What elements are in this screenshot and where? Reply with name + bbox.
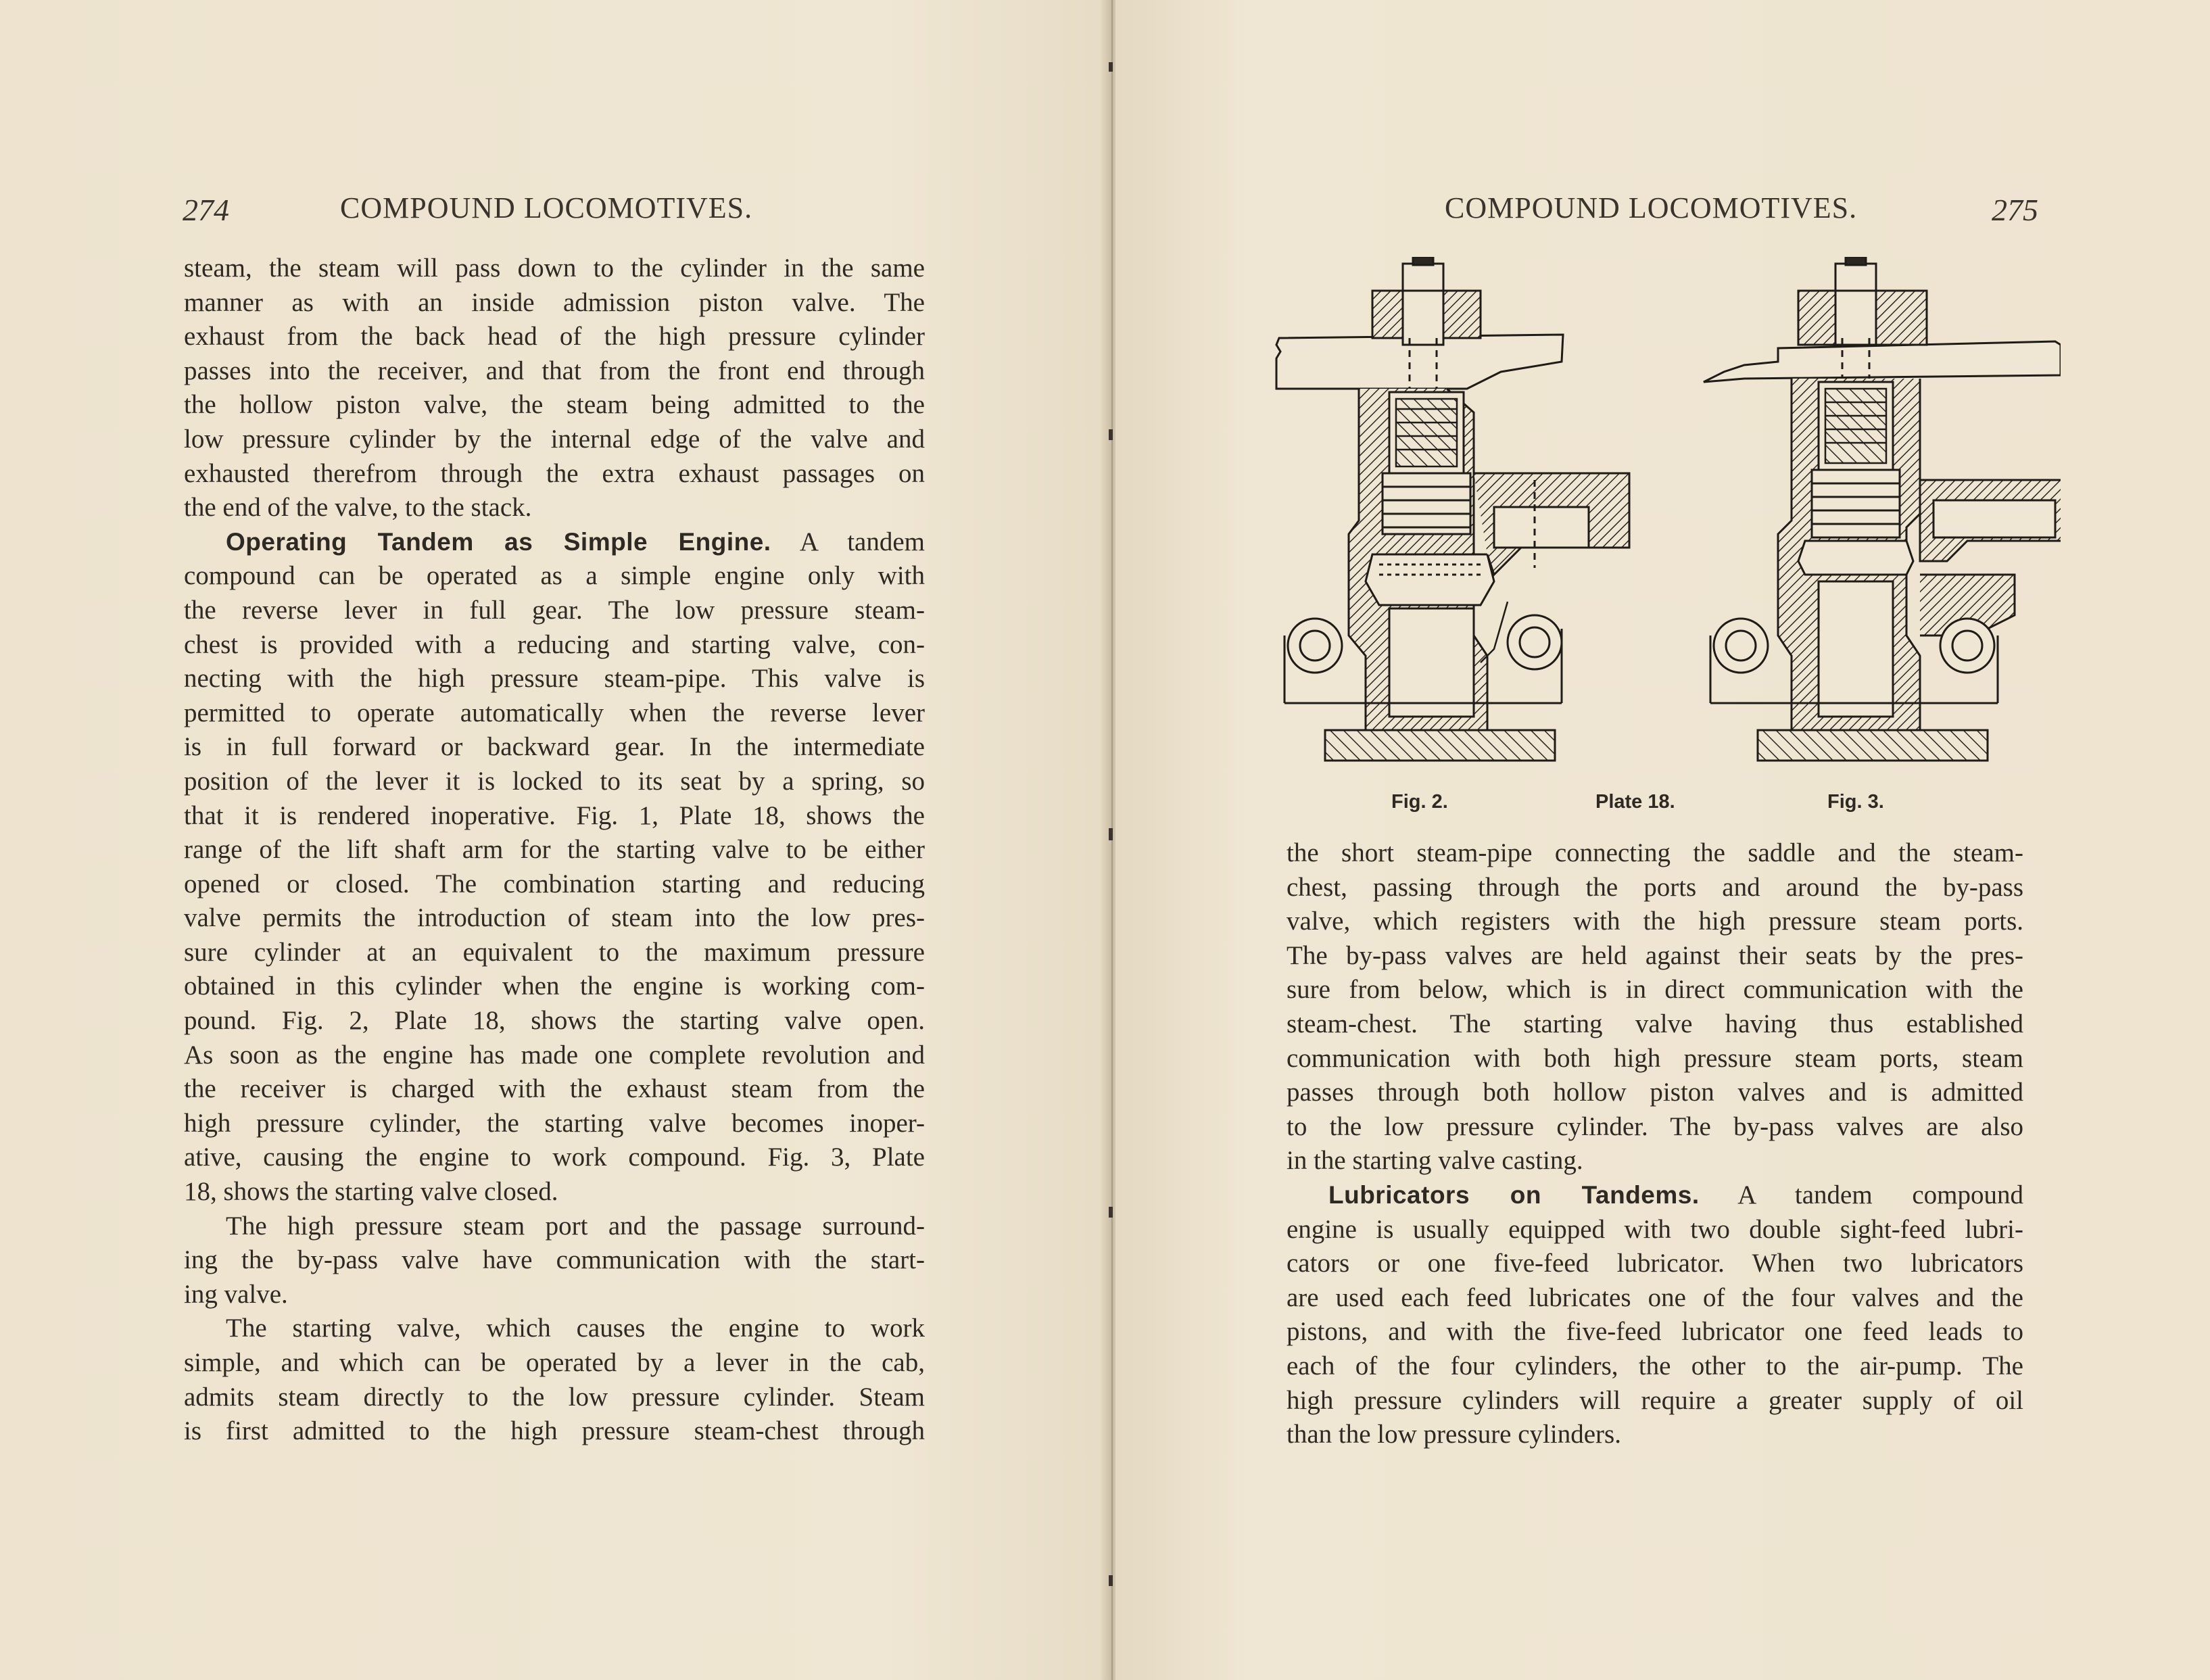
text-line <box>1287 1076 2023 1110</box>
text-run: A tandem compound <box>1699 1180 2023 1209</box>
text-run: The high pressure steam port and the passage surround- <box>226 1211 925 1241</box>
text-line <box>184 901 925 936</box>
text-line <box>184 1107 925 1141</box>
text-line <box>184 765 925 799</box>
text-line <box>1287 1349 2023 1384</box>
text-run: steam-chest. The starting valve having thus established <box>1287 1009 2023 1038</box>
text-line <box>1287 1315 2023 1349</box>
text-run: A tandem <box>771 527 926 556</box>
text-line <box>184 833 925 867</box>
text-line <box>184 1414 925 1449</box>
text-line <box>184 594 925 628</box>
text-run: passes through both hollow piston valves and is admitted <box>1287 1078 2023 1107</box>
text-line <box>184 867 925 902</box>
fig-2-caption: Fig. 2. <box>1391 791 1448 813</box>
fig-3-drawing <box>1704 257 2061 761</box>
text-run: simple, and which can be operated by a lever in the cab, <box>184 1348 925 1377</box>
body-text <box>184 251 925 1449</box>
text-line <box>184 1072 925 1107</box>
text-line <box>1287 905 2023 939</box>
plate-caption: Plate 18. <box>1595 791 1675 813</box>
text-run: than the low pressure cylinders. <box>1287 1420 1621 1449</box>
text-run: high pressure cylinders will require a greater supply of oil <box>1287 1385 2023 1415</box>
text-run: engine is usually equipped with two double sight-feed lubri- <box>1287 1214 2023 1244</box>
text-run: sure from below, which is in direct communication with the <box>1287 975 2023 1005</box>
text-line <box>184 628 925 663</box>
text-run: admits steam directly to the low pressure cylinder. Steam <box>184 1382 925 1412</box>
text-line <box>184 525 925 560</box>
text-line <box>184 286 925 320</box>
text-run: steam, the steam will pass down to the cylinder in the same <box>184 254 925 283</box>
text-run: cators or one five-feed lubricator. When two lubricators <box>1287 1249 2023 1278</box>
text-run: manner as with an inside admission piston valve. The <box>184 287 925 317</box>
text-run: permitted to operate automatically when the reverse lever <box>184 698 925 727</box>
text-run: that it is rendered inoperative. Fig. 1, Plate 18, shows the <box>184 800 925 830</box>
text-run: the receiver is charged with the exhaust steam from the <box>184 1074 925 1104</box>
page-number: 275 <box>1992 193 2038 227</box>
text-line <box>184 1243 925 1278</box>
text-line <box>184 799 925 834</box>
text-line <box>1287 836 2023 871</box>
text-line <box>184 1278 925 1312</box>
text-line <box>184 559 925 594</box>
text-run: As soon as the engine has made one complete revolution and <box>184 1040 925 1070</box>
text-line <box>184 388 925 423</box>
text-run: pistons, and with the five-feed lubricator one feed leads to <box>1287 1317 2023 1347</box>
text-run: chest is provided with a reducing and starting valve, con- <box>184 629 925 659</box>
text-line <box>184 696 925 731</box>
binding-stitch <box>1109 1207 1113 1218</box>
text-run: pound. Fig. 2, Plate 18, shows the starting valve open. <box>184 1006 925 1036</box>
text-run: low pressure cylinder by the internal edge of the valve and <box>184 424 925 454</box>
text-line <box>184 1004 925 1038</box>
text-line <box>184 969 925 1004</box>
text-run: exhausted therefrom through the extra exhaust passages on <box>184 458 925 488</box>
text-run: The by-pass valves are held against their seats by the pres- <box>1287 940 2023 970</box>
text-run: to the low pressure cylinder. The by-pass valves are also <box>1287 1111 2023 1141</box>
text-run: The starting valve, which causes the engine to work <box>226 1314 925 1343</box>
text-run: communication with both high pressure steam ports, steam <box>1287 1043 2023 1073</box>
text-line <box>184 1209 925 1244</box>
text-run: ing the by-pass valve have communication with the start- <box>184 1245 925 1275</box>
text-run: the short steam-pipe connecting the saddle and the steam- <box>1287 838 2023 867</box>
text-line <box>184 1141 925 1175</box>
text-line <box>184 457 925 491</box>
text-run: compound can be operated as a simple engine only with <box>184 561 925 591</box>
text-line <box>1287 1281 2023 1316</box>
text-run: opened or closed. The combination starting and reducing <box>184 869 925 898</box>
text-line <box>1287 1178 2023 1213</box>
text-run: valve permits the introduction of steam into the low pres- <box>184 903 925 933</box>
section-heading: Lubricators on Tandems. <box>1328 1180 1700 1209</box>
binding-stitch <box>1109 1575 1113 1586</box>
text-run: is first admitted to the high pressure steam-chest through <box>184 1416 925 1446</box>
text-line <box>184 1381 925 1415</box>
text-line <box>184 1175 925 1209</box>
text-run: 18, shows the starting valve closed. <box>184 1177 558 1207</box>
text-run: obtained in this cylinder when the engine is working com- <box>184 971 925 1001</box>
text-line <box>184 1038 925 1073</box>
section-heading: Operating Tandem as Simple Engine. <box>226 527 771 556</box>
text-run: ative, causing the engine to work compound. Fig. 3, Plate <box>184 1143 925 1172</box>
binding-stitch <box>1109 828 1113 840</box>
text-run: necting with the high pressure steam-pipe. This valve is <box>184 664 925 694</box>
text-line <box>1287 1213 2023 1247</box>
text-line <box>184 1312 925 1346</box>
text-line <box>184 354 925 389</box>
binding-stitch <box>1109 429 1113 440</box>
text-line <box>184 936 925 970</box>
text-line <box>184 1346 925 1381</box>
text-run: range of the lift shaft arm for the starting valve to be either <box>184 835 925 865</box>
text-line <box>1287 1042 2023 1076</box>
text-run: high pressure cylinder, the starting valve becomes inoper- <box>184 1108 925 1138</box>
text-line <box>1287 939 2023 974</box>
text-run: position of the lever it is locked to its seat by a spring, so <box>184 766 925 796</box>
text-run: the hollow piston valve, the steam being admitted to the <box>184 390 925 420</box>
text-run: chest, passing through the ports and around the by-pass <box>1287 872 2023 902</box>
text-line <box>184 491 925 525</box>
text-run: sure cylinder at an equivalent to the maximum pressure <box>184 937 925 967</box>
body-text <box>1287 836 2023 1452</box>
plate-18-illustration <box>1271 257 2061 818</box>
text-line <box>1287 871 2023 905</box>
text-run: valve, which registers with the high pressure steam ports. <box>1287 907 2023 936</box>
text-line <box>184 423 925 457</box>
text-line <box>1287 1144 2023 1178</box>
running-head: COMPOUND LOCOMOTIVES. <box>340 191 753 224</box>
text-line <box>1287 1110 2023 1145</box>
text-run: the end of the valve, to the stack. <box>184 493 532 523</box>
text-line <box>1287 1247 2023 1281</box>
text-run: in the starting valve casting. <box>1287 1146 1583 1176</box>
text-line <box>184 320 925 354</box>
binding-stitch <box>1109 62 1113 72</box>
text-line <box>1287 1384 2023 1418</box>
text-line <box>1287 1418 2023 1452</box>
text-run: passes into the receiver, and that from the front end through <box>184 356 925 385</box>
text-line <box>184 251 925 286</box>
text-line <box>1287 1007 2023 1042</box>
fig-3-caption: Fig. 3. <box>1827 791 1884 813</box>
text-run: ing valve. <box>184 1279 288 1309</box>
running-head: COMPOUND LOCOMOTIVES. <box>1445 191 1858 224</box>
text-run: exhaust from the back head of the high pressure cylinder <box>184 322 925 352</box>
text-line <box>184 662 925 696</box>
text-run: are used each feed lubricates one of the four valves and the <box>1287 1282 2023 1312</box>
text-run: is in full forward or backward gear. In the intermediate <box>184 732 925 762</box>
text-run: each of the four cylinders, the other to the air-pump. The <box>1287 1351 2023 1381</box>
text-line <box>184 730 925 765</box>
text-line <box>1287 973 2023 1007</box>
page-number: 274 <box>183 193 229 227</box>
fig-2-drawing <box>1276 257 1629 761</box>
text-run: the reverse lever in full gear. The low pressure steam- <box>184 595 925 625</box>
